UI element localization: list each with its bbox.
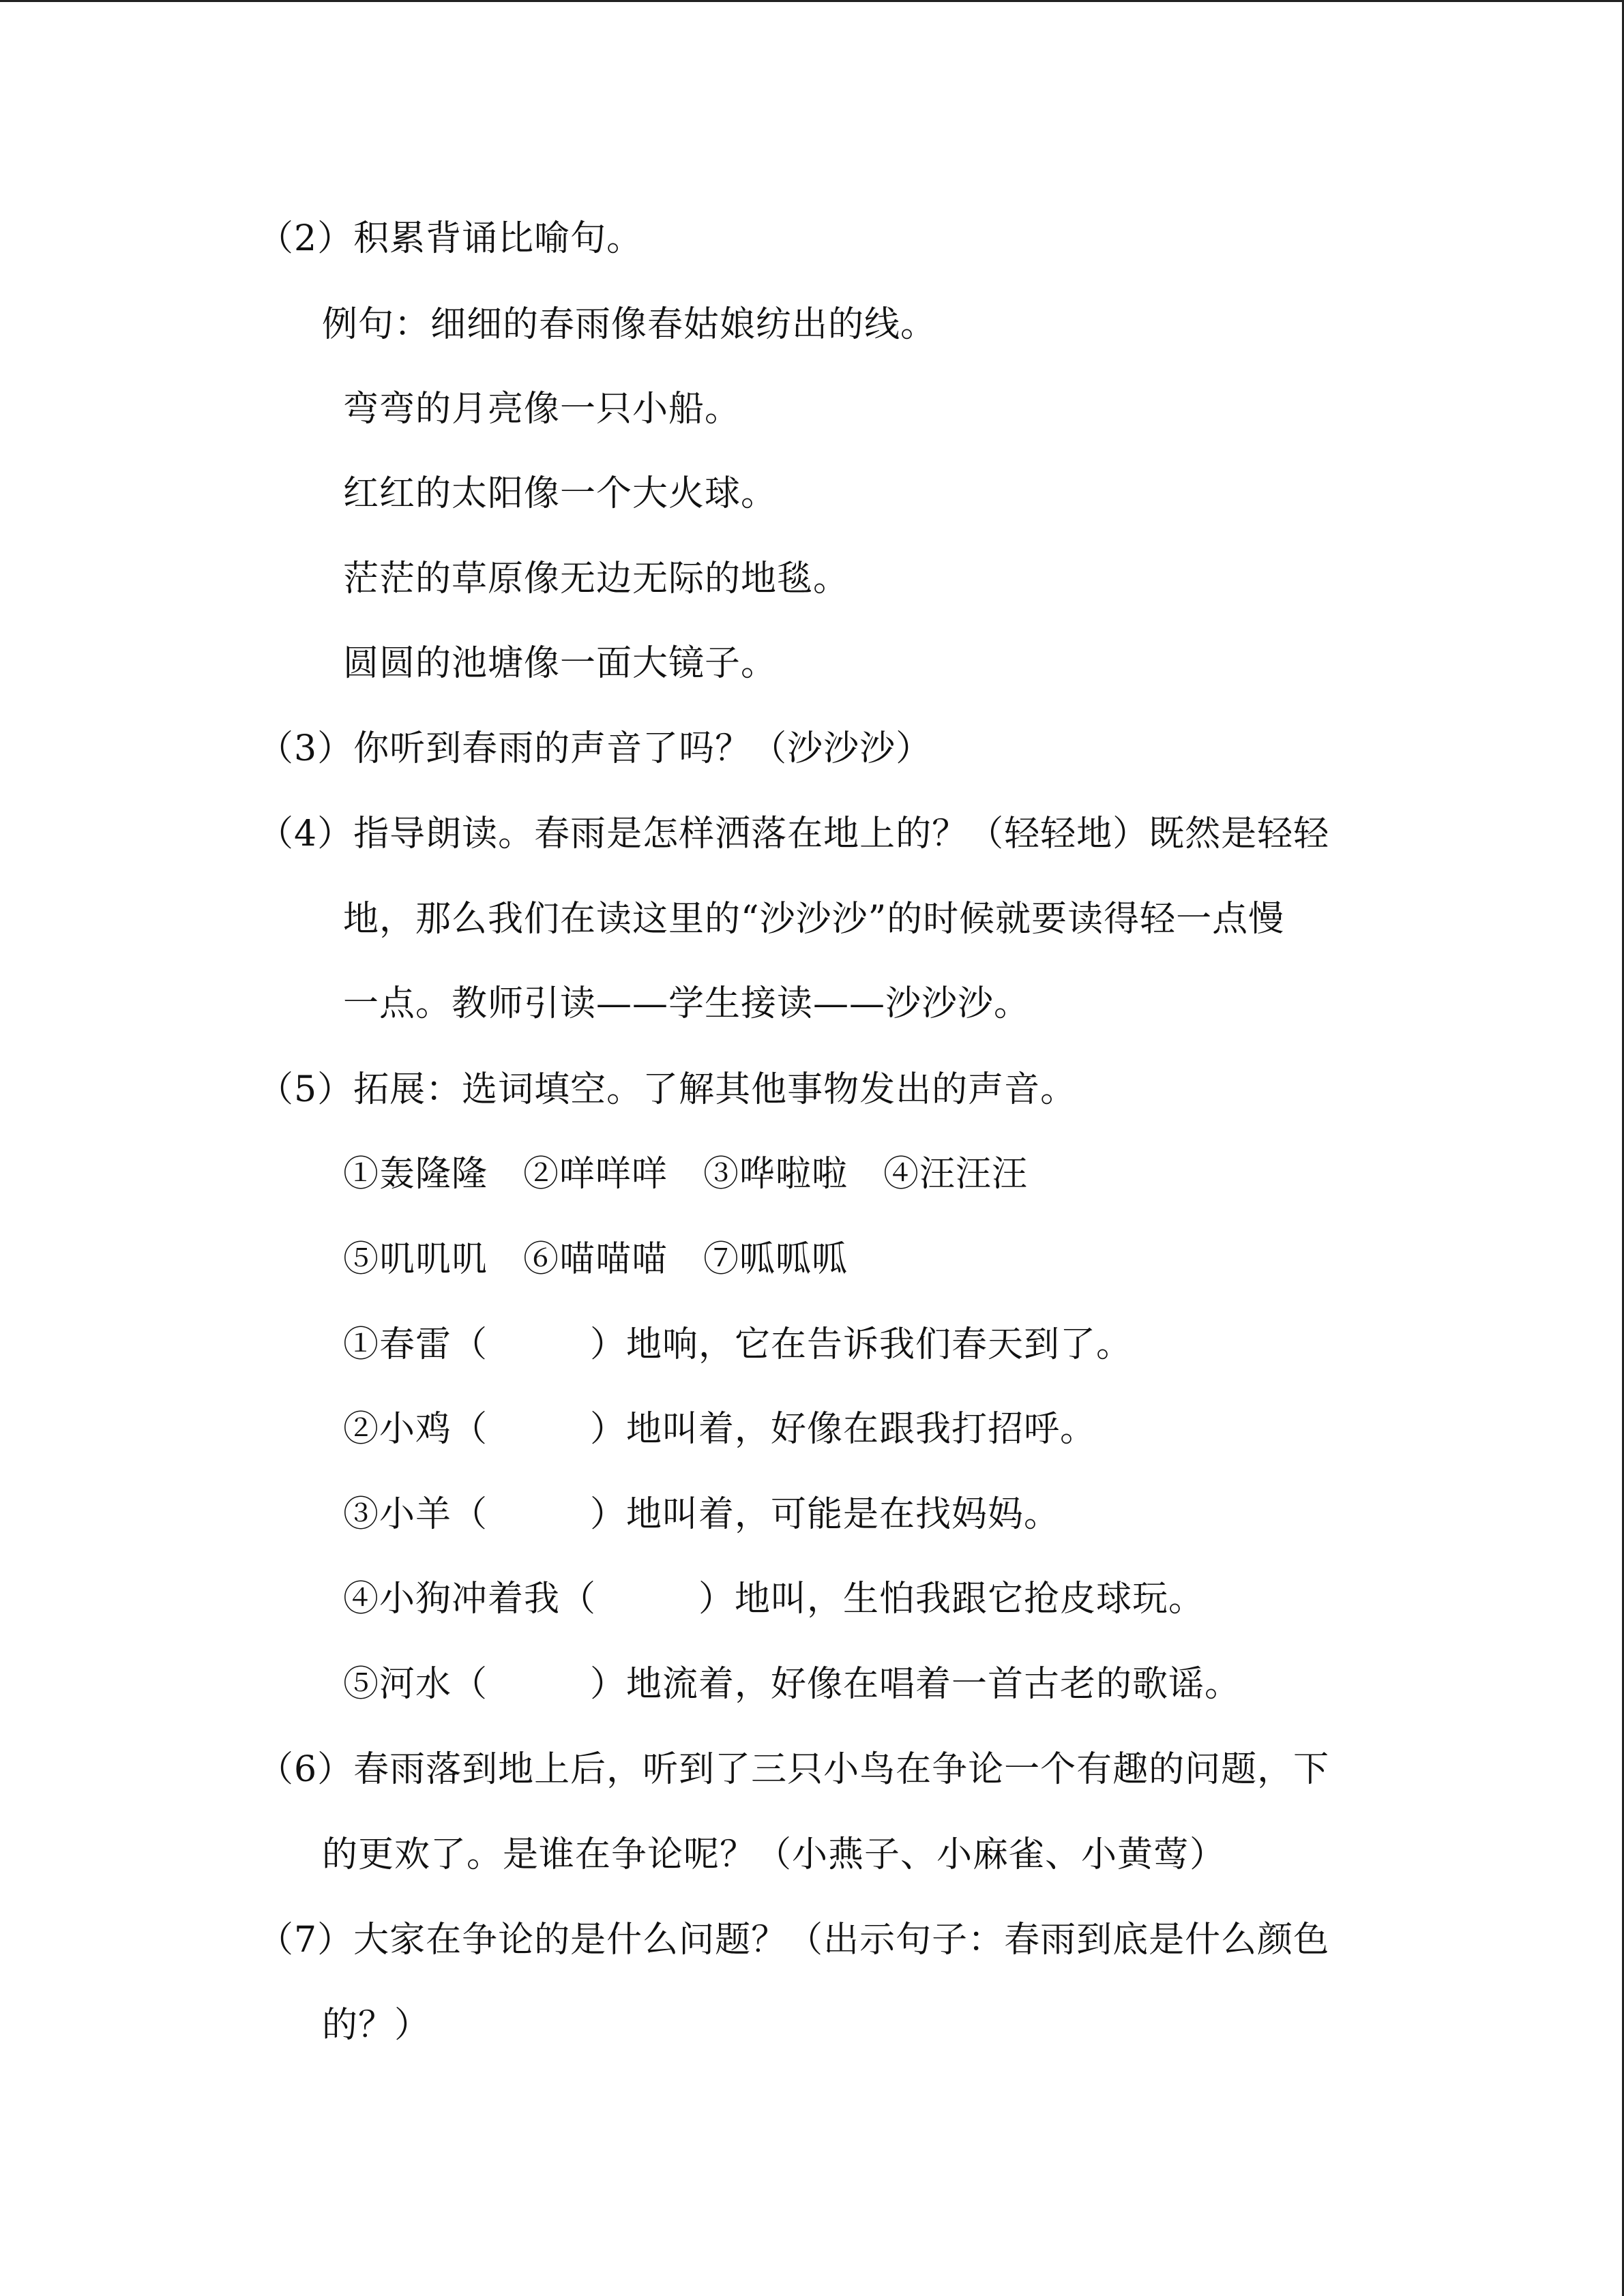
word-option: ⑦呱呱呱 bbox=[703, 1239, 848, 1280]
item-5-heading: （5）拓展：选词填空。了解其他事物发出的声音。 bbox=[258, 1069, 1077, 1110]
blank-prefix: ⑤河水（ bbox=[343, 1664, 488, 1705]
word-options-row-1 bbox=[343, 1152, 1028, 1196]
word-option: ②咩咩咩 bbox=[523, 1154, 668, 1195]
item-4-line-2: 地，那么我们在读这里的“沙沙沙”的时候就要读得轻一点慢 bbox=[343, 899, 1285, 940]
blank-suffix: ）地叫，生怕我跟它抢皮球玩。 bbox=[698, 1579, 1205, 1620]
item-6-line-2: 的更欢了。是谁在争论呢？（小燕子、小麻雀、小黄莺） bbox=[322, 1834, 1226, 1875]
fill-blank-sentence bbox=[343, 1493, 1060, 1536]
word-options-row-2 bbox=[343, 1238, 848, 1281]
blank-suffix: ）地响，它在告诉我们春天到了。 bbox=[590, 1324, 1133, 1365]
simile-sentence: 弯弯的月亮像一只小船。 bbox=[343, 389, 741, 430]
item-7-line-2: 的？） bbox=[322, 2005, 431, 2046]
fill-blank-sentence bbox=[343, 1577, 1205, 1621]
blank-suffix: ）地流着，好像在唱着一首古老的歌谣。 bbox=[590, 1664, 1241, 1705]
word-option: ①轰隆隆 bbox=[343, 1154, 488, 1195]
item-2-example: 例句：细细的春雨像春姑娘纺出的线。 bbox=[322, 304, 937, 345]
item-4-line-3: 一点。教师引读——学生接读——沙沙沙。 bbox=[343, 983, 1031, 1024]
fill-blank-sentence bbox=[343, 1323, 1132, 1367]
simile-sentence: 茫茫的草原像无边无际的地毯。 bbox=[343, 558, 850, 599]
word-option: ③哗啦啦 bbox=[703, 1154, 848, 1195]
blank-prefix: ①春雷（ bbox=[343, 1324, 488, 1365]
blank-prefix: ④小狗冲着我（ bbox=[343, 1579, 597, 1620]
item-2-heading: （2）积累背诵比喻句。 bbox=[258, 218, 643, 259]
item-6-line-1: （6）春雨落到地上后，听到了三只小鸟在争论一个有趣的问题，下 bbox=[258, 1749, 1330, 1790]
simile-sentence: 圆圆的池塘像一面大镜子。 bbox=[343, 643, 778, 684]
fill-blank-sentence bbox=[343, 1663, 1241, 1706]
blank-suffix: ）地叫着，可能是在找妈妈。 bbox=[590, 1494, 1061, 1535]
blank-suffix: ）地叫着，好像在跟我打招呼。 bbox=[590, 1409, 1097, 1450]
blank-prefix: ②小鸡（ bbox=[343, 1409, 488, 1450]
item-7-line-1: （7）大家在争论的是什么问题？（出示句子：春雨到底是什么颜色 bbox=[258, 1920, 1330, 1960]
simile-sentence: 红红的太阳像一个大火球。 bbox=[343, 473, 778, 514]
word-option: ⑤叽叽叽 bbox=[343, 1239, 488, 1280]
fill-blank-sentence bbox=[343, 1407, 1096, 1451]
blank-prefix: ③小羊（ bbox=[343, 1494, 488, 1535]
word-option: ⑥喵喵喵 bbox=[523, 1239, 668, 1280]
item-3: （3）你听到春雨的声音了吗？（沙沙沙） bbox=[258, 728, 932, 769]
item-4-line-1: （4）指导朗读。春雨是怎样洒落在地上的？（轻轻地）既然是轻轻 bbox=[258, 814, 1330, 854]
word-option: ④汪汪汪 bbox=[883, 1154, 1029, 1195]
